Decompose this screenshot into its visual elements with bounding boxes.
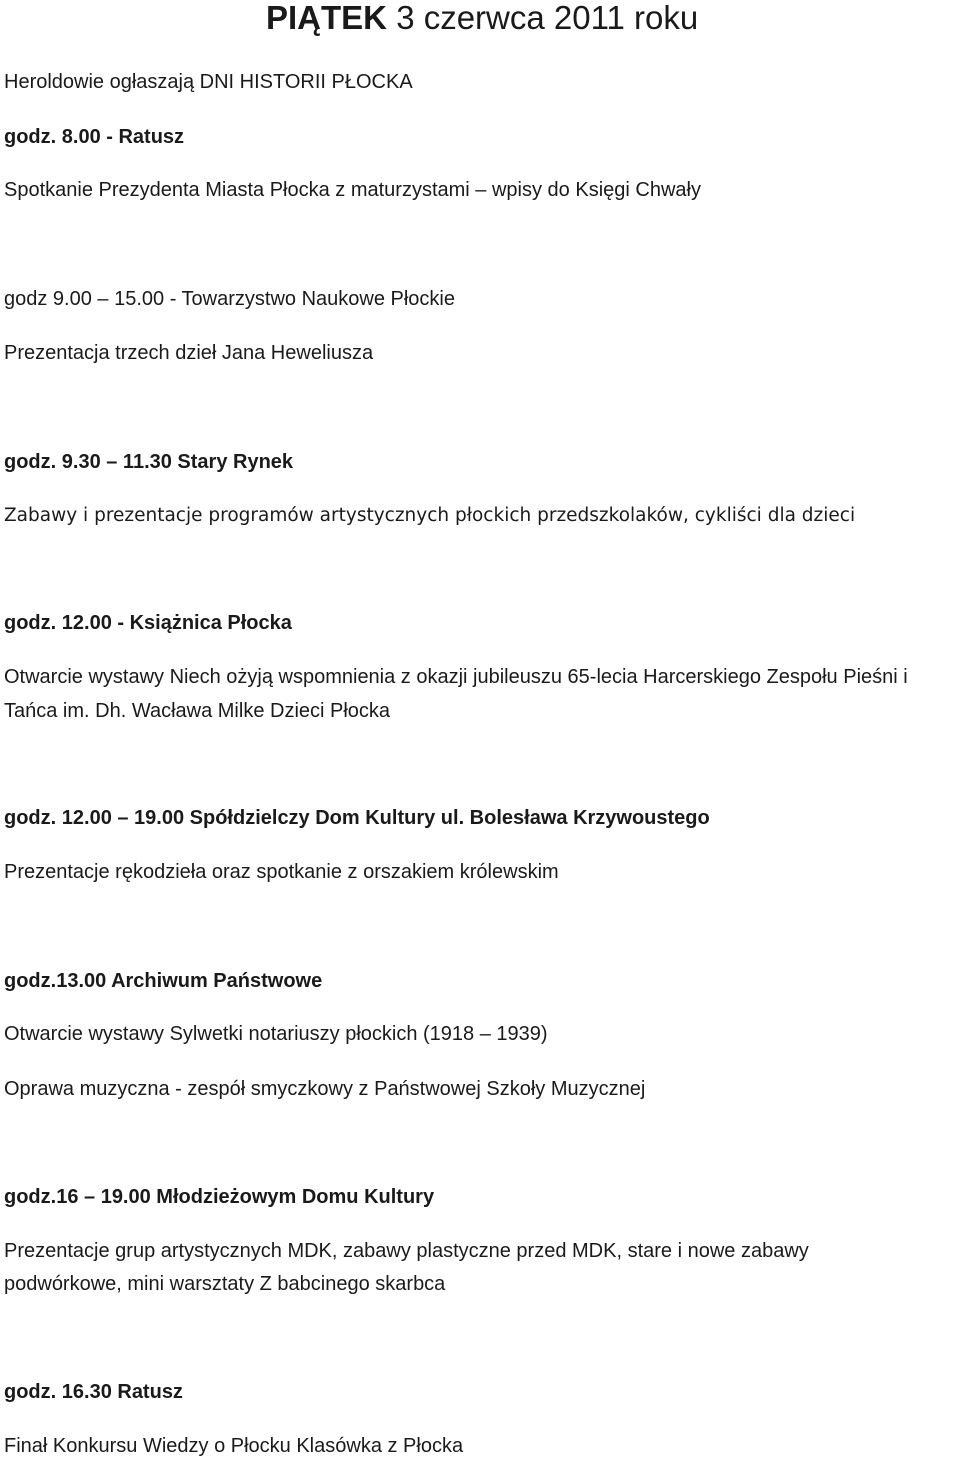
event-heading-ratusz-morning: godz. 8.00 - Ratusz — [4, 126, 185, 148]
event-heading-mdk: godz.16 – 19.00 Młodzieżowym Domu Kultury — [4, 1186, 435, 1208]
event-description: Prezentacje rękodzieła oraz spotkanie z orszakiem królewskim — [4, 861, 559, 883]
event-description: Otwarcie wystawy Niech ożyją wspomnienia z okazji jubileuszu 65-lecia Harcerskiego Zespołu Pieśni i — [4, 666, 908, 688]
page-title — [266, 0, 698, 36]
event-description: Otwarcie wystawy Sylwetki notariuszy płockich (1918 – 1939) — [4, 1023, 548, 1045]
event-heading-tnp: godz 9.00 – 15.00 - Towarzystwo Naukowe Płockie — [4, 288, 455, 310]
event-heading-sdk: godz. 12.00 – 19.00 Spółdzielczy Dom Kultury ul. Bolesława Krzywoustego — [4, 807, 710, 829]
event-description: Finał Konkursu Wiedzy o Płocku Klasówka z Płocka — [4, 1435, 464, 1457]
event-description: Oprawa muzyczna - zespół smyczkowy z Państwowej Szkoły Muzycznej — [4, 1078, 646, 1100]
event-description-continued: Tańca im. Dh. Wacława Milke Dzieci Płocka — [4, 700, 391, 722]
event-description: Spotkanie Prezydenta Miasta Płocka z maturzystami – wpisy do Księgi Chwały — [4, 179, 701, 201]
event-description: Prezentacja trzech dzieł Jana Heweliusza — [4, 342, 374, 364]
event-heading-archiwum: godz.13.00 Archiwum Państwowe — [4, 970, 323, 992]
event-description: Zabawy i prezentacje programów artystycznych płockich przedszkolaków, cykliści dla dzieci — [4, 505, 856, 526]
announcement-line: Heroldowie ogłaszają DNI HISTORII PŁOCKA — [4, 71, 413, 93]
title-day: PIĄTEK — [266, 0, 388, 36]
event-heading-ratusz-evening: godz. 16.30 Ratusz — [4, 1381, 183, 1403]
event-description-continued: podwórkowe, mini warsztaty Z babcinego skarbca — [4, 1273, 446, 1295]
title-date: 3 czerwca 2011 roku — [396, 0, 699, 36]
event-heading-ksiaznica: godz. 12.00 - Książnica Płocka — [4, 612, 292, 634]
event-heading-stary-rynek: godz. 9.30 – 11.30 Stary Rynek — [4, 451, 294, 473]
event-description: Prezentacje grup artystycznych MDK, zabawy plastyczne przed MDK, stare i nowe zabawy — [4, 1240, 809, 1262]
